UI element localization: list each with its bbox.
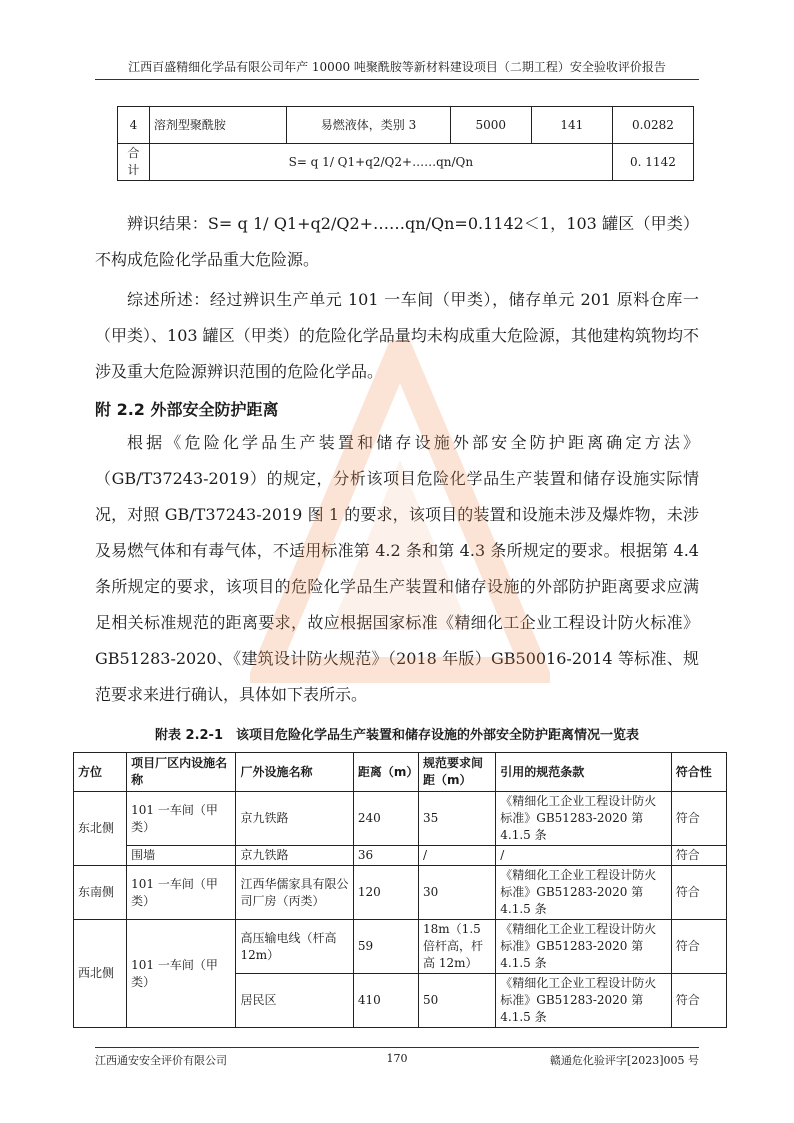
table-row — [74, 792, 727, 846]
cell-clause: / — [496, 846, 672, 866]
table-row — [74, 846, 727, 866]
cell-ratio: 0.0282 — [612, 107, 693, 144]
cell-critical-qty: 5000 — [450, 107, 531, 144]
cell-outside: 居民区 — [236, 974, 353, 1028]
cell-clause: 《精细化工企业工程设计防火标准》GB51283-2020 第 4.1.5 条 — [496, 974, 672, 1028]
cell-compliance: 符合 — [671, 920, 726, 974]
col-direction: 方位 — [74, 753, 127, 792]
cell-category: 易燃液体，类别 3 — [287, 107, 450, 144]
table-row — [74, 920, 727, 974]
report-number: 赣通危化验评字[2023]005 号 — [549, 1054, 699, 1067]
cell-facility: 围墙 — [127, 846, 236, 866]
basis-paragraph: 根据《危险化学品生产装置和储存设施外部安全防护距离确定方法》（GB/T37243-2019）的规定，分析该项目危险化学品生产装置和储存设施实际情况，对照 GB/T37243-2019 图 1 的要求，该项目的装置和设施未涉及爆炸物，未涉及易燃气体和有毒气体，不适用标准第 4.2 条和第 4.3 条所规定的要求。根据第 4.4 条所规定的要求，该项目的危险化学品生产装置和储存设施的外部防护距离要求应满足相关标准规范的距离要求，故应根据国家标准《精细化工企业工程设计防火标准》GB51283-2020、《建筑设计防火规范》（2018 年版）GB50016-2014 等标准、规范要求来进行确认，具体如下表所示。 — [95, 433, 699, 704]
result-paragraph: 辨识结果：S= q 1/ Q1+q2/Q2+……qn/Qn=0.1142＜1，103 罐区（甲类）不构成危险化学品重大危险源。 — [95, 214, 699, 269]
cell-actual-qty: 141 — [531, 107, 612, 144]
cell-distance: 410 — [353, 974, 418, 1028]
page-number: 170 — [386, 1052, 408, 1065]
cell-clause: 《精细化工企业工程设计防火标准》GB51283-2020 第 4.1.5 条 — [496, 792, 672, 846]
cell-required: 35 — [419, 792, 496, 846]
col-facility: 项目厂区内设施名称 — [127, 753, 236, 792]
cell-distance: 59 — [353, 920, 418, 974]
cell-required: 18m（1.5 倍杆高，杆高 12m） — [419, 920, 496, 974]
table-header-row — [74, 753, 727, 792]
hazard-sum-table — [117, 106, 694, 181]
cell-facility: 101 一车间（甲类） — [127, 792, 236, 846]
cell-substance: 溶剂型聚酰胺 — [149, 107, 287, 144]
cell-clause: 《精细化工企业工程设计防火标准》GB51283-2020 第 4.1.5 条 — [496, 866, 672, 920]
col-required: 规范要求间距（m） — [419, 753, 496, 792]
cell-total-label: 合计 — [118, 144, 150, 181]
cell-clause: 《精细化工企业工程设计防火标准》GB51283-2020 第 4.1.5 条 — [496, 920, 672, 974]
cell-index: 4 — [118, 107, 150, 144]
section-title: 附 2.2 外部安全防护距离 — [95, 400, 279, 419]
col-clause: 引用的规范条款 — [496, 753, 672, 792]
table-row-total — [118, 144, 694, 181]
col-compliance: 符合性 — [671, 753, 726, 792]
table-caption: 附表 2.2-1 该项目危险化学品生产装置和储存设施的外部安全防护距离情况一览表 — [155, 728, 639, 743]
cell-compliance: 符合 — [671, 846, 726, 866]
cell-direction: 东北侧 — [74, 792, 127, 866]
cell-distance: 120 — [353, 866, 418, 920]
summary-paragraph: 综述所述：经过辨识生产单元 101 一车间（甲类），储存单元 201 原料仓库一（甲类）、103 罐区（甲类）的危险化学品量均未构成重大危险源，其他建构筑物均不涉及重大危险源辨识范围的危险化学品。 — [95, 290, 699, 381]
table-row — [74, 866, 727, 920]
cell-distance: 36 — [353, 846, 418, 866]
cell-required: 30 — [419, 866, 496, 920]
cell-compliance: 符合 — [671, 866, 726, 920]
cell-facility: 101 一车间（甲类） — [127, 866, 236, 920]
cell-outside: 京九铁路 — [236, 792, 353, 846]
cell-formula: S= q 1/ Q1+q2/Q2+……qn/Qn — [149, 144, 612, 181]
table-row — [118, 107, 694, 144]
cell-required: 50 — [419, 974, 496, 1028]
cell-outside: 江西华儒家具有限公司厂房（丙类） — [236, 866, 353, 920]
cell-direction: 西北侧 — [74, 920, 127, 1028]
page-footer — [95, 1047, 699, 1068]
cell-distance: 240 — [353, 792, 418, 846]
cell-compliance: 符合 — [671, 792, 726, 846]
col-outside: 厂外设施名称 — [236, 753, 353, 792]
cell-compliance: 符合 — [671, 974, 726, 1028]
footer-company: 江西通安安全评价有限公司 — [95, 1054, 227, 1067]
cell-outside: 京九铁路 — [236, 846, 353, 866]
col-distance: 距离（m） — [353, 753, 418, 792]
page-header: 江西百盛精细化学品有限公司年产 10000 吨聚酰胺等新材料建设项目（二期工程）安全验收评价报告 — [95, 58, 699, 80]
cell-total-value: 0. 1142 — [612, 144, 693, 181]
cell-required: / — [419, 846, 496, 866]
cell-facility: 101 一车间（甲类） — [127, 920, 236, 1028]
distance-table — [73, 752, 727, 1028]
cell-outside: 高压输电线（杆高 12m） — [236, 920, 353, 974]
cell-direction: 东南侧 — [74, 866, 127, 920]
